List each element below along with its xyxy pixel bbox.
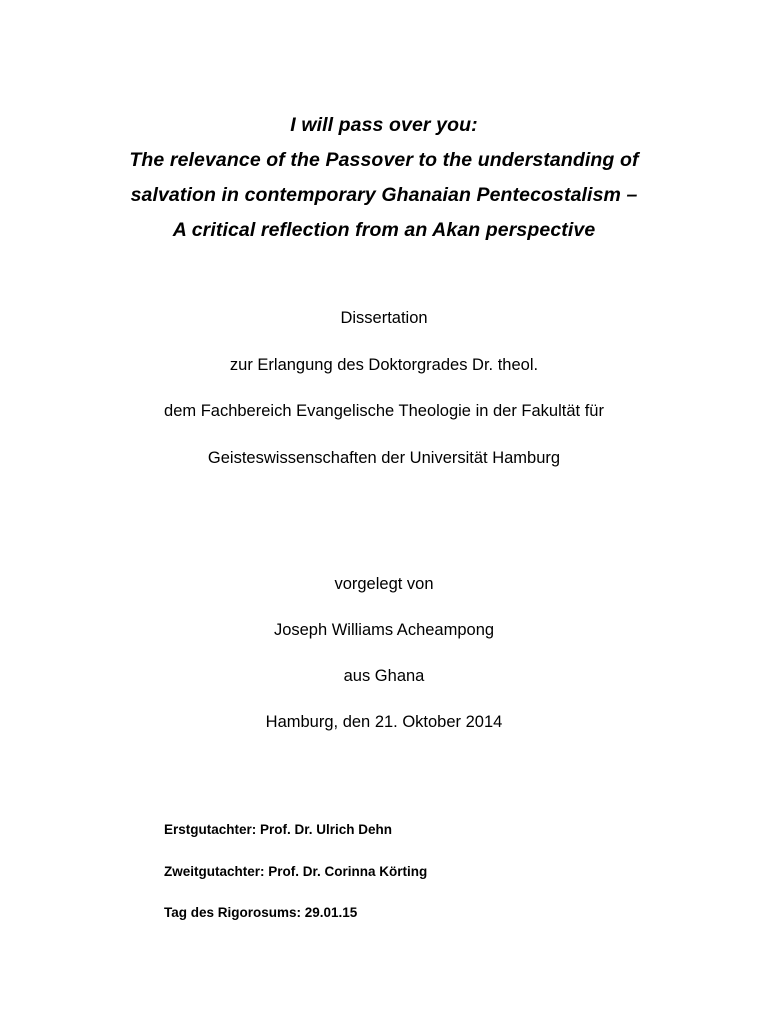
title-line-4: A critical reflection from an Akan perspective [172,219,596,241]
title-line-1: I will pass over you: [290,114,478,136]
document-type: Dissertation [340,309,428,327]
author-name: Joseph Williams Acheampong [273,621,495,639]
author-origin: aus Ghana [343,667,425,685]
place-and-date: Hamburg, den 21. Oktober 2014 [265,713,503,731]
first-examiner: Erstgutachter: Prof. Dr. Ulrich Dehn [164,822,393,837]
title-line-2: The relevance of the Passover to the understanding of [129,149,639,171]
presented-by: vorgelegt von [334,575,434,593]
title-line-3: salvation in contemporary Ghanaian Pentecostalism – [130,184,638,206]
degree-purpose: zur Erlangung des Doktorgrades Dr. theol. [229,356,539,374]
department-line: dem Fachbereich Evangelische Theologie in der Fakultät für [164,402,604,420]
defense-date: Tag des Rigorosums: 29.01.15 [164,905,358,920]
dissertation-title [0,108,768,248]
faculty-line: Geisteswissenschaften der Universität Hamburg [207,449,561,467]
second-examiner: Zweitgutachter: Prof. Dr. Corinna Körting [164,864,428,879]
